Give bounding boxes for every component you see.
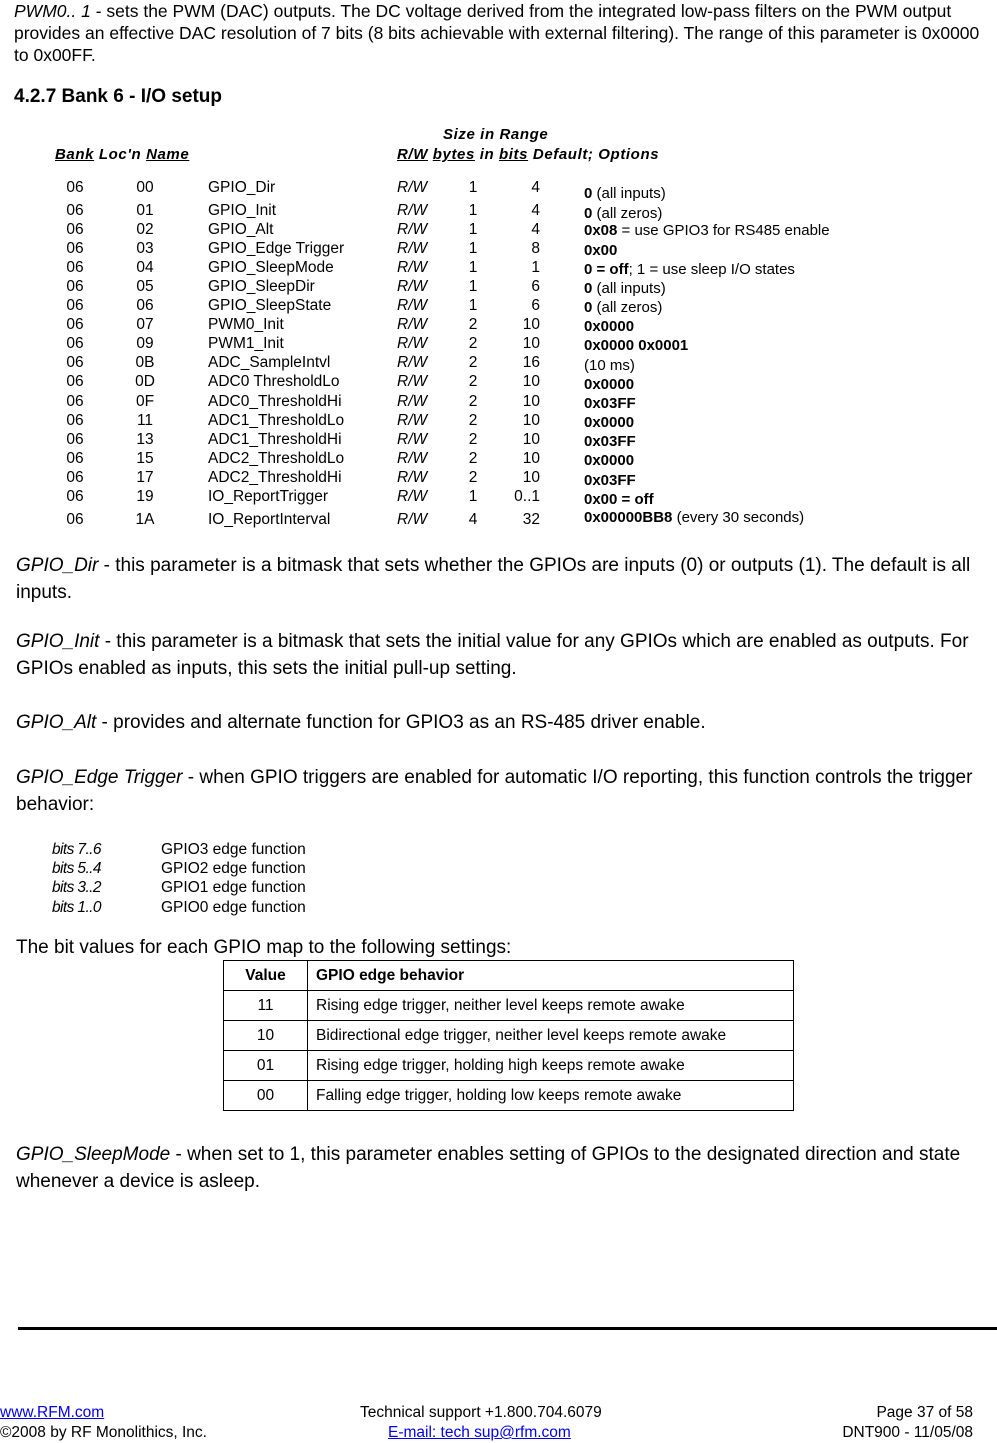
param-row: 06 0D ADC0 ThresholdLo R/W 2 10 0x0000 — [66, 373, 635, 393]
bit-field-row: bits 5..4 GPIO2 edge function — [52, 860, 306, 877]
bit-field-row: bits 1..0 GPIO0 edge function — [52, 899, 306, 916]
footer-email-link[interactable]: E-mail: tech sup@rfm.com — [388, 1424, 571, 1441]
param-row: 06 17 ADC2_ThresholdHi R/W 2 10 0x03FF — [66, 469, 636, 489]
param-row: 06 15 ADC2_ThresholdLo R/W 2 10 0x0000 — [66, 450, 635, 469]
table-row: 11 Rising edge trigger, neither level keeps remote awake — [224, 991, 794, 1021]
footer-website-link[interactable]: www.RFM.com — [0, 1404, 105, 1421]
desc-gpio-sleepmode: GPIO_SleepMode - when set to 1, this parameter enables setting of GPIOs to the designated direction and state whenever a device is asleep. — [16, 1144, 961, 1192]
param-row: 06 04 GPIO_SleepMode R/W 1 1 0 = off; 1 = use sleep I/O states — [66, 259, 795, 278]
footer-rule — [18, 1327, 997, 1330]
header-size-range: Size in Range — [443, 126, 549, 143]
footer-page-number: Page 37 of 58 — [876, 1404, 973, 1421]
param-row: 06 0F ADC0_ThresholdHi R/W 2 10 0x03FF — [66, 393, 636, 412]
param-row: 06 19 IO_ReportTrigger R/W 1 0..1 0x00 = off — [66, 488, 654, 508]
footer-support: Technical support +1.800.704.6079 — [360, 1404, 602, 1421]
intro-paragraph — [14, 0, 989, 66]
edge-behavior-table — [223, 960, 794, 1111]
param-row: 06 06 GPIO_SleepState R/W 1 6 0 (all zeros) — [66, 297, 663, 316]
table-row: 01 Rising edge trigger, holding high keeps remote awake — [224, 1051, 794, 1081]
intro-term: PWM0.. 1 — [14, 1, 91, 21]
header-behavior: GPIO edge behavior — [308, 961, 794, 991]
table-row: 10 Bidirectional edge trigger, neither level keeps remote awake — [224, 1021, 794, 1051]
footer-doc-id: DNT900 - 11/05/08 — [842, 1424, 973, 1441]
desc-gpio-edge-trigger: GPIO_Edge Trigger - when GPIO triggers are enabled for automatic I/O reporting, this function controls the trigger behavior: — [16, 767, 973, 815]
desc-gpio-alt: GPIO_Alt - provides and alternate function for GPIO3 as an RS-485 driver enable. — [16, 712, 706, 733]
param-row: 06 01 GPIO_Init R/W 1 4 0 (all zeros) — [66, 202, 663, 222]
header-bank: Bank — [55, 146, 95, 163]
param-row: 06 00 GPIO_Dir R/W 1 4 0 (all inputs) — [66, 179, 666, 202]
header-default: Default; Options — [532, 146, 660, 163]
header-rw: R/W — [397, 146, 428, 163]
bit-values-intro: The bit values for each GPIO map to the following settings: — [16, 937, 512, 958]
param-row: 06 13 ADC1_ThresholdHi R/W 2 10 0x03FF — [66, 431, 636, 450]
header-bits: bits — [499, 146, 529, 163]
param-table-header-right — [397, 146, 659, 163]
param-row: 06 11 ADC1_ThresholdLo R/W 2 10 0x0000 — [66, 412, 635, 431]
param-row: 06 0B ADC_SampleIntvl R/W 2 16 (10 ms) — [66, 354, 635, 374]
param-row: 06 09 PWM1_Init R/W 2 10 0x0000 0x0001 — [66, 335, 689, 354]
header-value: Value — [224, 961, 308, 991]
param-row: 06 02 GPIO_Alt R/W 1 4 0x08 = use GPIO3 for RS485 enable — [66, 221, 830, 239]
footer-copyright: ©2008 by RF Monolithics, Inc. — [0, 1424, 207, 1441]
intro-text: - sets the PWM (DAC) outputs. The DC voltage derived from the integrated low-pass filters on the PWM output provides an effective DAC resolution of 7 bits (8 bits achievable with external filtering). The range of this parameter is 0x0000 to 0x00FF. — [14, 1, 980, 65]
param-row: 06 1A IO_ReportInterval R/W 4 32 0x00000BB8 (every 30 seconds) — [66, 509, 805, 528]
header-in: in — [479, 146, 495, 163]
header-loc: Loc'n — [98, 146, 142, 163]
section-title: 4.2.7 Bank 6 - I/O setup — [14, 86, 223, 107]
desc-gpio-dir: GPIO_Dir - this parameter is a bitmask that sets whether the GPIOs are inputs (0) or outputs (1). The default is all inputs. — [16, 555, 971, 603]
param-row: 06 05 GPIO_SleepDir R/W 1 6 0 (all inputs) — [66, 278, 666, 297]
param-table-header — [55, 146, 225, 163]
header-name: Name — [146, 146, 190, 163]
desc-gpio-init: GPIO_Init - this parameter is a bitmask that sets the initial value for any GPIOs which are enabled as outputs. For GPIOs enabled as inputs, this sets the initial pull-up setting. — [16, 631, 969, 679]
bit-field-row: bits 3..2 GPIO1 edge function — [52, 879, 306, 896]
table-row: 00 Falling edge trigger, holding low keeps remote awake — [224, 1081, 794, 1111]
edge-table-header — [224, 961, 794, 991]
bit-field-row: bits 7..6 GPIO3 edge function — [52, 841, 306, 858]
param-row: 06 03 GPIO_Edge Trigger R/W 1 8 0x00 — [66, 240, 618, 259]
param-row: 06 07 PWM0_Init R/W 2 10 0x0000 — [66, 316, 635, 335]
header-bytes: bytes — [432, 146, 475, 163]
